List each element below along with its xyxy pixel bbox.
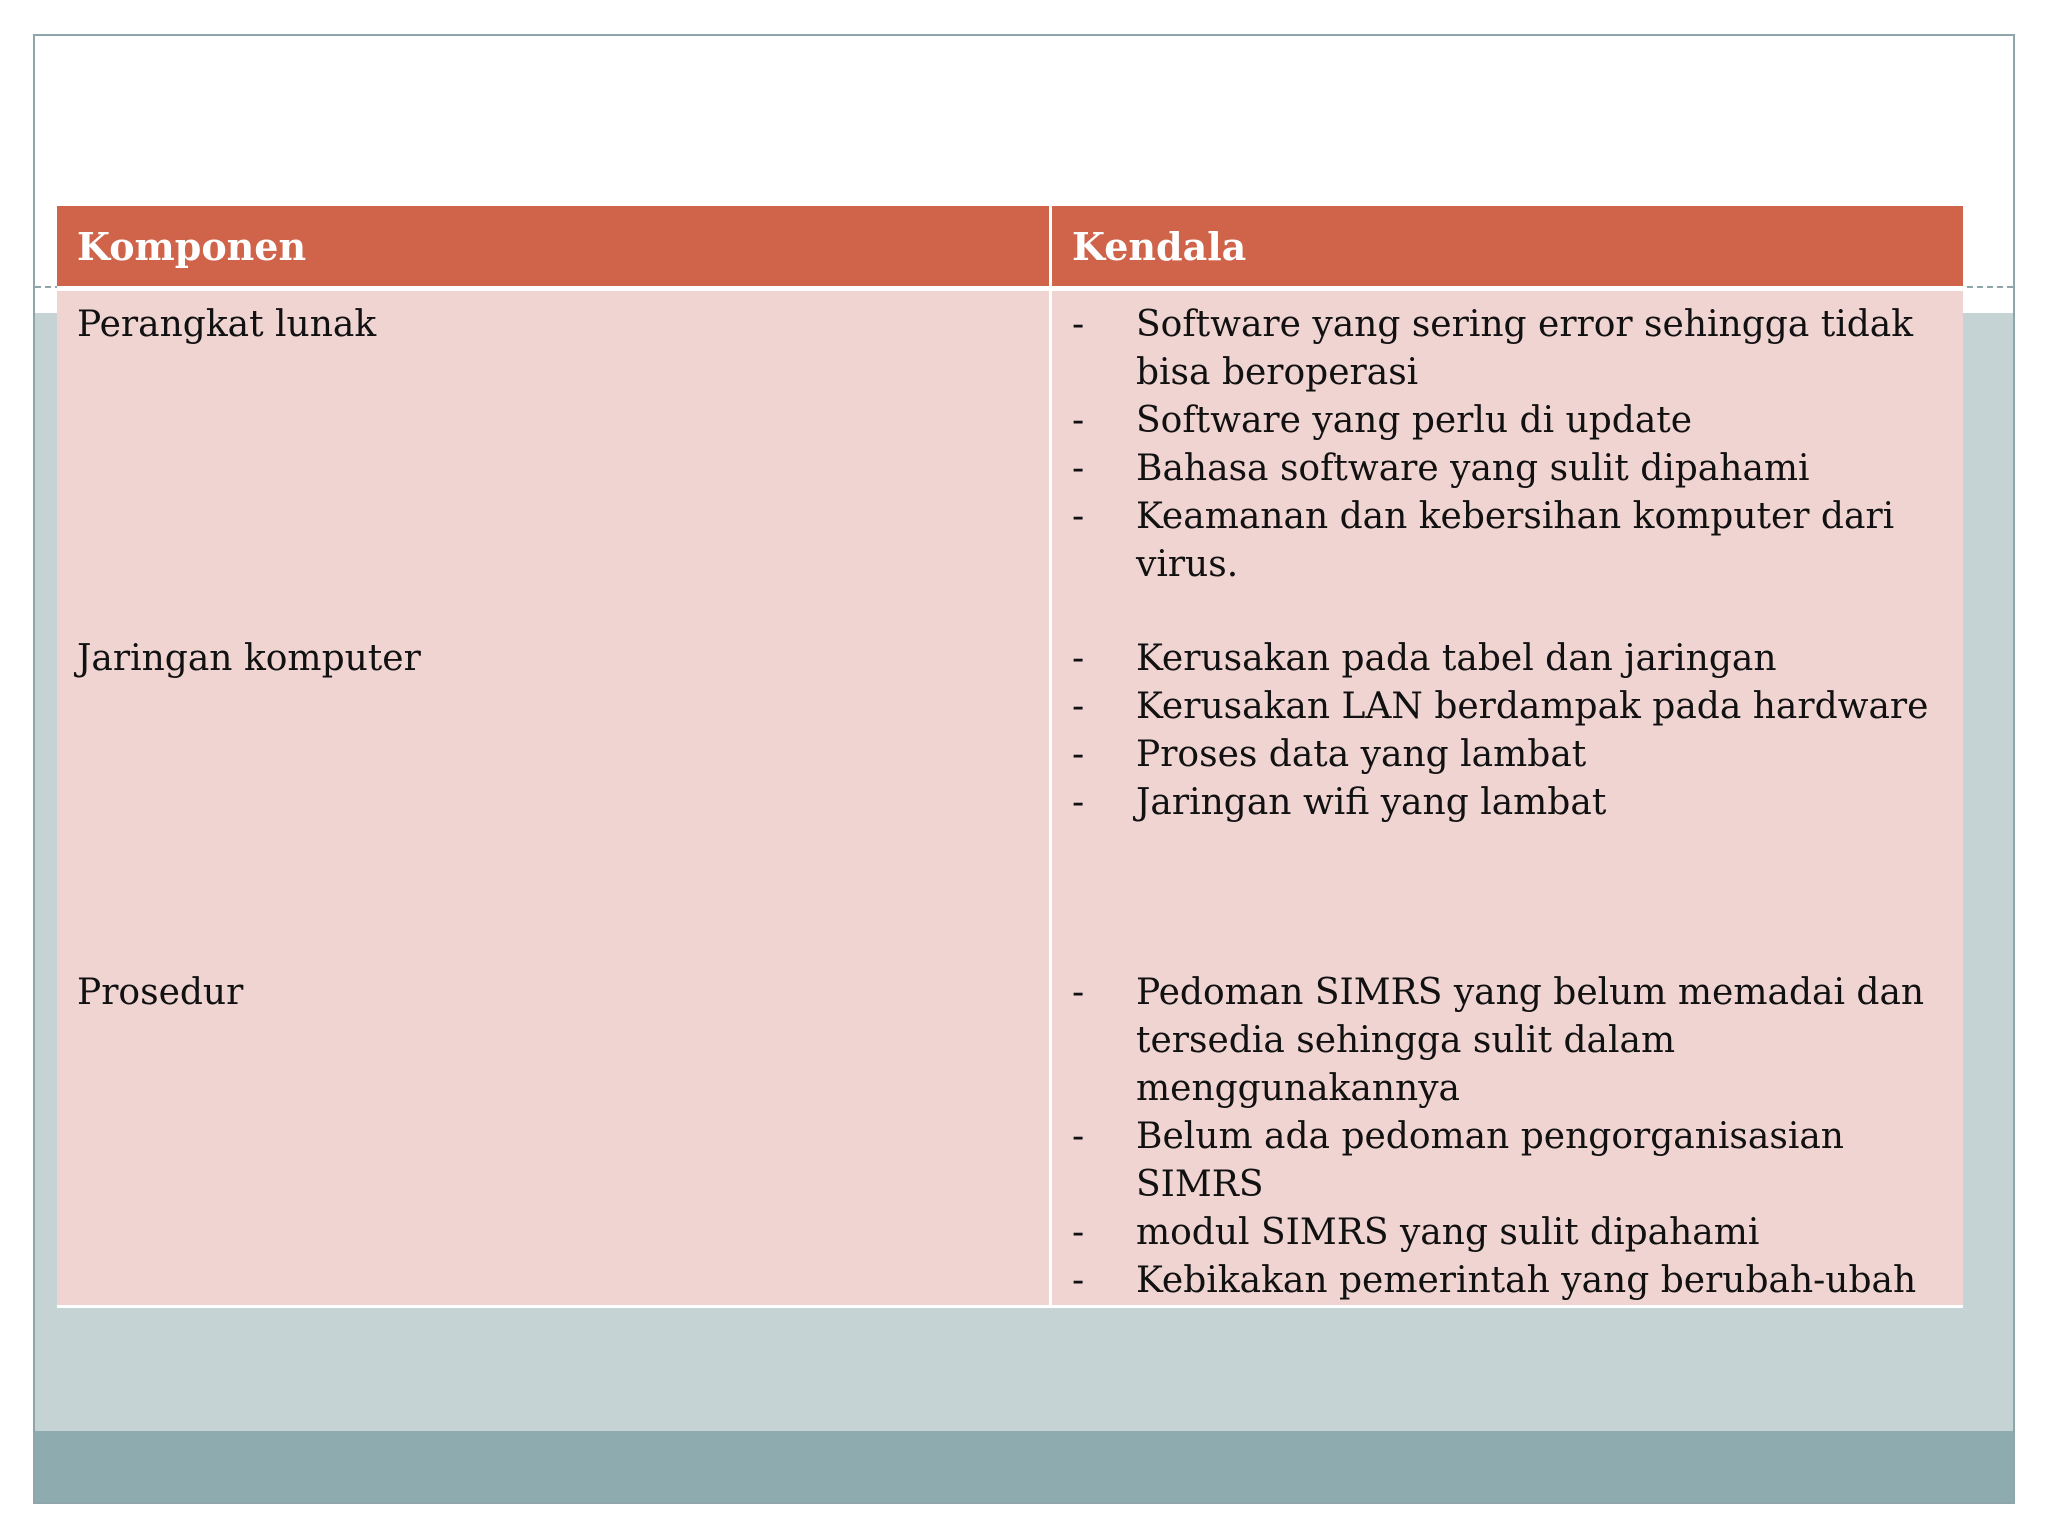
issue-item [1072,1113,1943,1209]
header-issue: Kendala [1051,206,1964,289]
bullet-dash: - [1072,686,1085,727]
bullet-dash: - [1072,638,1085,679]
bullet-dash: - [1072,734,1085,775]
issue-list [1072,969,1943,1305]
issues-cell [1051,289,1964,636]
issue-text: Software yang perlu di update [1136,400,1693,441]
issue-item [1072,683,1943,731]
issue-item [1072,397,1943,445]
slide [33,34,2015,1504]
slide-footer-band [35,1431,2013,1504]
issue-item [1072,969,1943,1113]
issue-text: Jaringan wifi yang lambat [1136,782,1607,823]
issue-item [1072,493,1943,589]
issues-cell [1051,635,1964,969]
bullet-dash: - [1072,496,1085,537]
issue-text: Proses data yang lambat [1136,734,1587,775]
component-label: Prosedur [77,972,244,1013]
issue-text: Kebikakan pemerintah yang berubah-ubah [1136,1260,1917,1301]
table-row [57,289,1963,636]
issue-list [1072,635,1943,827]
issue-item [1072,445,1943,493]
constraints-table [57,206,1963,1308]
component-cell [57,969,1051,1307]
issue-item [1072,731,1943,779]
component-label: Perangkat lunak [77,304,377,345]
issue-item [1072,1257,1943,1305]
bullet-dash: - [1072,400,1085,441]
table-row [57,635,1963,969]
issue-text: Keamanan dan kebersihan komputer dari virus. [1136,496,1895,585]
table-header-row [57,206,1963,289]
bullet-dash: - [1072,304,1085,345]
issue-text: Kerusakan pada tabel dan jaringan [1136,638,1777,679]
issue-text: Bahasa software yang sulit dipahami [1136,448,1810,489]
component-label: Jaringan komputer [77,638,421,679]
component-cell [57,289,1051,636]
component-cell [57,635,1051,969]
issues-cell [1051,969,1964,1307]
issue-text: Software yang sering error sehingga tidak bisa beroperasi [1136,304,1914,393]
issue-item [1072,1209,1943,1257]
issue-item [1072,301,1943,397]
header-component: Komponen [57,206,1051,289]
issue-list [1072,301,1943,589]
issue-text: modul SIMRS yang sulit dipahami [1136,1212,1760,1253]
issue-text: Kerusakan LAN berdampak pada hardware [1136,686,1929,727]
issue-text: Belum ada pedoman pengorganisasian SIMRS [1136,1116,1844,1205]
bullet-dash: - [1072,448,1085,489]
issue-text: Pedoman SIMRS yang belum memadai dan tersedia sehingga sulit dalam menggunakannya [1136,972,1925,1109]
issue-item [1072,635,1943,683]
issue-item [1072,779,1943,827]
bullet-dash: - [1072,972,1085,1013]
bullet-dash: - [1072,1116,1085,1157]
bullet-dash: - [1072,1260,1085,1301]
bullet-dash: - [1072,1212,1085,1253]
bullet-dash: - [1072,782,1085,823]
table-row [57,969,1963,1307]
